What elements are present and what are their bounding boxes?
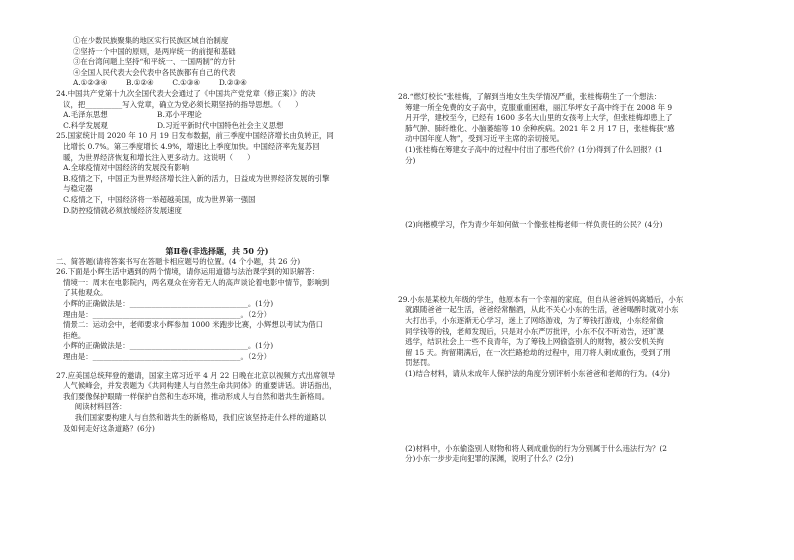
left-column bbox=[56, 0, 378, 434]
answer-space bbox=[398, 380, 738, 444]
q23-options bbox=[56, 36, 378, 89]
q28-line: 肺气肿、肺纤维化、小脑萎缩等 10 余种疾病。2021 年 2 月 17 日，张桂梅获“感 bbox=[398, 123, 675, 133]
q23-option: ④全国人民代表大会代表中各民族都有自己的代表 bbox=[73, 67, 236, 77]
section-line: 我们要像保护眼睛一样保护自然和生态环境，推动形成人与自然和谐共生新格局。 bbox=[56, 391, 330, 401]
q25-line: C.疫情之下，中国经济将一举超越美国，成为世界第一强国 bbox=[56, 194, 256, 204]
q28-line: (1)张桂梅在筹建女子高中的过程中付出了那些代价？(1分)得到了什么回报？(1 bbox=[398, 144, 663, 154]
q25-line: A.全球疫情对中国经济的发展没有影响 bbox=[56, 163, 190, 173]
section-line: 二、简答题(请将答案书写在答题卡相应题号的位置。(4 个小题，共 26 分) bbox=[56, 256, 301, 266]
answer-space bbox=[398, 166, 738, 220]
q29-line: 就跟随爸爸一起生活，爸爸经常酗酒，从此不关心小东的生活，爸爸喝醉时就对小东 bbox=[398, 305, 679, 315]
q23-option: ②坚持一个中国的原则，是两岸统一的前提和基础 bbox=[73, 46, 236, 56]
q29-sub-2: (2)材料中，小东偷盗别人财物和将人刺成重伤的行为分别属于什么违法行为？(2 bbox=[398, 443, 668, 453]
q29-sub-2: 分)小东一步步走向犯罪的深渊，说明了什么？(2分) bbox=[398, 454, 574, 464]
q25-line: 25.国家统计局 2020 年 10 月 19 日发布数据，前三季度中国经济增长由负转正，同 bbox=[56, 131, 334, 141]
section-line: 了其他观众。 bbox=[56, 288, 108, 298]
section-2-title: 第Ⅱ卷(非选择题，共 50 分) bbox=[165, 246, 269, 257]
q28-line: 分) bbox=[398, 155, 416, 165]
section-line: 阅读材料回答： bbox=[56, 402, 127, 412]
spacer bbox=[56, 363, 378, 371]
q29-line: 逃学，结识社会上一些不良青年，为了筹钱上网偷盗别人的财物，被公安机关拘 bbox=[398, 337, 664, 347]
q23-option: ③在台湾问题上坚持“和平统一、一国两制”的方针 bbox=[73, 57, 236, 67]
q25-line: 暖，为世界经济恢复和增长注入更多动力。这说明（ ） bbox=[56, 152, 255, 162]
q28-sub-2: (2)向楷模学习，作为青少年如何做一个像张桂梅老师一样负责任的公民？(4分) bbox=[398, 220, 663, 230]
question-24 bbox=[56, 89, 378, 131]
section-line: 理由是：________________________________________。（2分） bbox=[56, 309, 272, 319]
spacer bbox=[56, 216, 378, 246]
section-line: 及如何走好这条道路？(6分) bbox=[56, 423, 155, 433]
q25-line: 比增长 0.7%。第三季度增长 4.9%，增速比上季度加快。中国经济率先复苏回 bbox=[56, 141, 320, 151]
q28-line: 动中国年度人物”，受到习近平主席的亲切接见。 bbox=[398, 134, 565, 144]
section-line: 27.应美国总统拜登的邀请，国家主席习近平 4 月 22 日晚在北京以视频方式出席领导 bbox=[56, 370, 336, 380]
section-line: 我们国家要构建人与自然和谐共生的新格局，我们应该坚持走什么样的道路以 bbox=[56, 413, 327, 422]
q25-line: 与稳定器 bbox=[56, 184, 93, 194]
section-line: 人气候峰会，并发表题为《共同构建人与自然生命共同体》的重要讲话。讲话指出， bbox=[56, 381, 337, 391]
section-line: 情境一：周末在电影院内，两名观众在旁若无人的高声谈论着电影中情节，影响到 bbox=[56, 277, 330, 287]
q29-line: (1)结合材料，请从未成年人保护法的角度分别评析小东爸爸和老师的行为。(4分) bbox=[398, 368, 670, 378]
section-line: 理由是：________________________________________。（2分） bbox=[56, 352, 272, 362]
section-2 bbox=[56, 257, 378, 435]
section-line: 拒绝。 bbox=[56, 330, 86, 340]
section-line: 小辉的正确做法是：________________________________。(1分) bbox=[56, 299, 274, 309]
q25-line: D.防控疫情就必须放缓经济发展速度 bbox=[56, 205, 182, 215]
q29-line: 29.小东是某校九年级的学生，他原本有一个幸福的家庭，但自从爸爸妈妈离婚后，小东 bbox=[398, 294, 684, 304]
q28-line: 月开学，建校至今，已经有 1600 多名大山里的女孩考上大学，但张桂梅却患上了 bbox=[398, 113, 673, 123]
q24-line: 24.中国共产党第十九次全国代表大会通过了《中国共产党党章（修正案）》的决 bbox=[56, 88, 316, 98]
q28-line: 筹建一所全免费的女子高中，克服重重困难，丽江华坪女子高中终于在 2008 年 9 bbox=[398, 102, 673, 112]
section-line: 小辉的正确做法是：________________________________。(1分) bbox=[56, 341, 274, 351]
top-spacer bbox=[56, 0, 378, 36]
q25-line: B.疫情之下，中国正为世界经济增长注入新的活力，日益成为世界经济发展的引擎 bbox=[56, 173, 330, 183]
q29-line: 同学钱等的钱，老师发现后，只是对小东严厉批评，小东不仅不听劝告，还旷课 bbox=[398, 326, 664, 336]
q28-line: 28.“燃灯校长”张桂梅，了解到当地女生失学情况严重，张桂梅萌生了一个想法： bbox=[398, 92, 662, 101]
q23-option: ①在少数民族聚集的地区实行民族区域自治制度 bbox=[73, 36, 229, 45]
q29-line: 罚惩罚。 bbox=[398, 358, 435, 368]
top-spacer bbox=[398, 0, 738, 92]
answer-space bbox=[398, 231, 738, 295]
q29-line: 留 15 天。拘留期满后，在一次拦路抢劫的过程中，用刀将人刺成重伤，受到了刑 bbox=[398, 347, 671, 357]
section-line: 情景二：运动会中，老师要求小辉参加 1000 米跑步比赛，小辉想以考试为借口 bbox=[56, 320, 324, 330]
section-line: 26.下面是小辉生活中遇到的两个情境，请你运用道德与法治课学到的知识解答： bbox=[56, 267, 320, 277]
question-25 bbox=[56, 131, 378, 216]
q24-line: C.科学发展观 D.习近平新时代中国特色社会主义思想 bbox=[56, 120, 284, 130]
right-column bbox=[398, 0, 738, 465]
q24-line: A.毛泽东思想 B.邓小平理论 bbox=[56, 110, 202, 120]
q29-line: 大打出手，小东逐渐无心学习，迷上了网络游戏，为了筹钱打游戏，小东经常偷 bbox=[398, 315, 664, 325]
question-29 bbox=[398, 295, 738, 465]
question-28 bbox=[398, 92, 738, 231]
q24-line: 议，把__________写入党章，确立为党必须长期坚持的指导思想。（ ） bbox=[56, 99, 303, 109]
q23-choices: A.①②③④ B.①②④ C.①③④ D.②③④ bbox=[73, 78, 247, 88]
